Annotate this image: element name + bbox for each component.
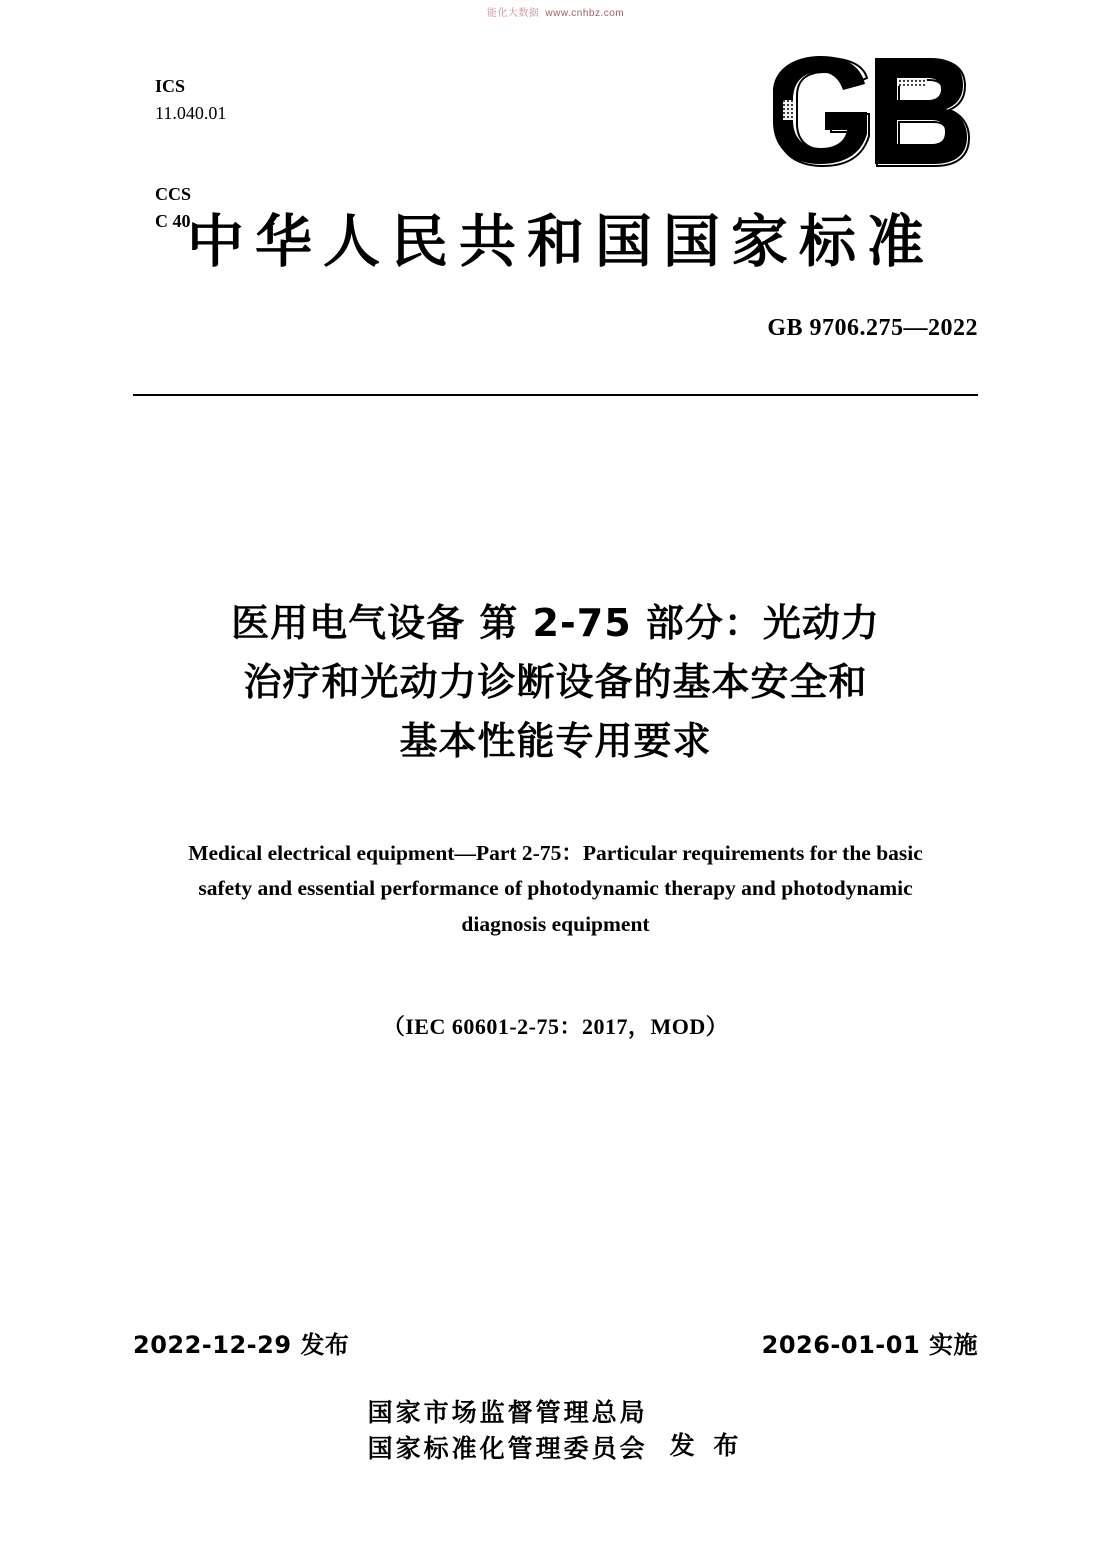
ccs-label: CCS [155,184,192,204]
watermark [0,4,1111,19]
title-english-line-2: safety and essential performance of photodynamic therapy and photodynamic [198,876,913,901]
title-english [140,836,971,942]
issuer-line-1: 国家市场监督管理总局 [367,1398,648,1427]
title-english-line-1: Medical electrical equipment—Part 2-75：Particular requirements for the basic [188,841,923,865]
standard-number: GB 9706.275—2022 [767,315,978,341]
watermark-site: www.cnhbz.com [545,8,625,19]
watermark-text: 能化大数据 [486,8,540,19]
title-chinese-line-3: 基本性能专用要求 [399,718,712,763]
issuer-block [0,1395,1111,1468]
issue-date: 2022-12-29 发布 [133,1331,350,1359]
title-english-line-3: diagnosis equipment [461,911,650,936]
page-title: 中华人民共和国国家标准 [187,208,935,275]
gb-logo-icon [763,52,983,172]
ics-label: ICS [155,76,186,96]
iec-reference: （IEC 60601-2-75：2017，MOD） [382,1014,729,1039]
ics-line [128,46,226,154]
divider [133,394,978,396]
title-chinese-line-1: 医用电气设备 第 2-75 部分：光动力 [231,601,880,645]
issuer-names [368,1395,648,1468]
title-chinese [150,594,961,771]
effective-date: 2026-01-01 实施 [761,1331,978,1359]
ccs-value: C 40 [155,211,191,231]
title-chinese-line-2: 治疗和光动力诊断设备的基本安全和 [243,659,868,704]
issuer-line-2: 国家标准化管理委员会 [367,1434,648,1464]
ics-value: 11.040.01 [155,103,227,123]
issuer-verb: 发 布 [669,1431,744,1461]
